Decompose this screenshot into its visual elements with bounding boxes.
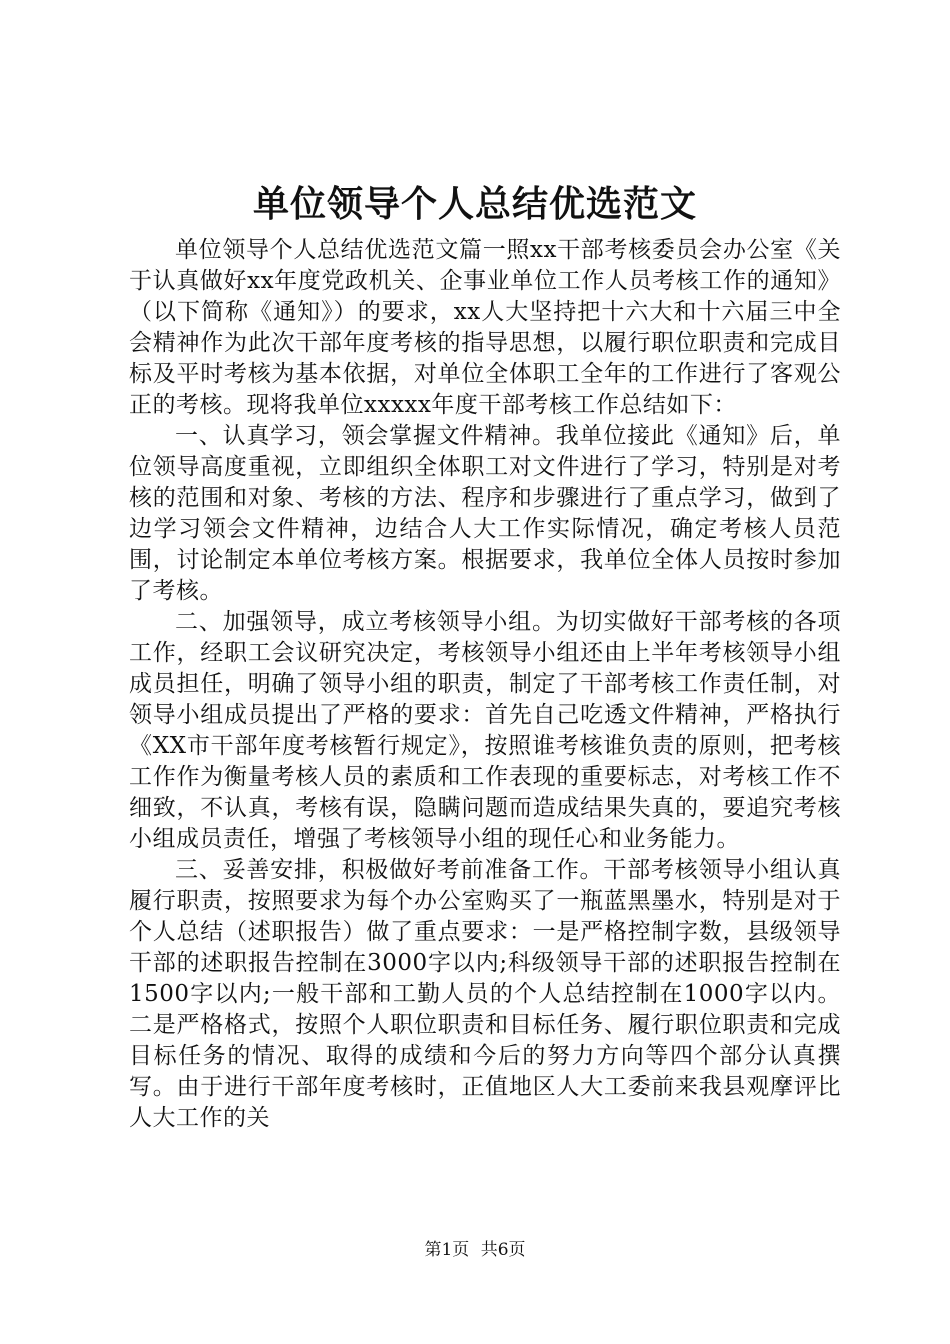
page-footer: [0, 1238, 950, 1262]
paragraph-section-3: 三、妥善安排，积极做好考前准备工作。干部考核领导小组认真履行职责，按照要求为每个办公室购买了一瓶蓝黑墨水，特别是对于个人总结（述职报告）做了重点要求：一是严格控制字数，县级领导干部的述职报告控制在3000字以内;科级领导干部的述职报告控制在1500字以内;一般干部和工勤人员的个人总结控制在1000字以内。二是严格格式，按照个人职位职责和目标任务、履行职位职责和完成目标任务的情况、取得的成绩和今后的努力方向等四个部分认真撰写。由于进行干部年度考核时，正值地区人大工委前来我县观摩评比人大工作的关: [129, 857, 841, 1131]
paragraph-section-1: 一、认真学习，领会掌握文件精神。我单位接此《通知》后，单位领导高度重视，立即组织全体职工对文件进行了学习，特别是对考核的范围和对象、考核的方法、程序和步骤进行了重点学习，做到了边学习领会文件精神，边结合人大工作实际情况，确定考核人员范围，讨论制定本单位考核方案。根据要求，我单位全体人员按时参加了考核。: [129, 423, 841, 604]
paragraph-section-2: 二、加强领导，成立考核领导小组。为切实做好干部考核的各项工作，经职工会议研究决定，考核领导小组还由上半年考核领导小组成员担任，明确了领导小组的职责，制定了干部考核工作责任制，对领导小组成员提出了严格的要求：首先自己吃透文件精神，严格执行《XX市干部年度考核暂行规定》，按照谁考核谁负责的原则，把考核工作作为衡量考核人员的素质和工作表现的重要标志，对考核工作不细致，不认真，考核有误，隐瞒问题而造成结果失真的，要追究考核小组成员责任，增强了考核领导小组的现任心和业务能力。: [129, 609, 841, 852]
document-title: 单位领导个人总结优选范文: [252, 183, 697, 225]
document-body: [129, 235, 841, 1134]
page-number: 第1页: [424, 1240, 470, 1260]
paragraph-intro: 单位领导个人总结优选范文篇一照xx干部考核委员会办公室《关于认真做好xx年度党政机关、企事业单位工作人员考核工作的通知》（以下简称《通知》）的要求，xx人大坚持把十六大和十六届三中全会精神作为此次干部年度考核的指导思想，以履行职位职责和完成目标及平时考核为基本依据，对单位全体职工全年的工作进行了客观公正的考核。现将我单位xxxxx年度干部考核工作总结如下：: [129, 237, 841, 418]
page-total: 共6页: [480, 1240, 526, 1260]
